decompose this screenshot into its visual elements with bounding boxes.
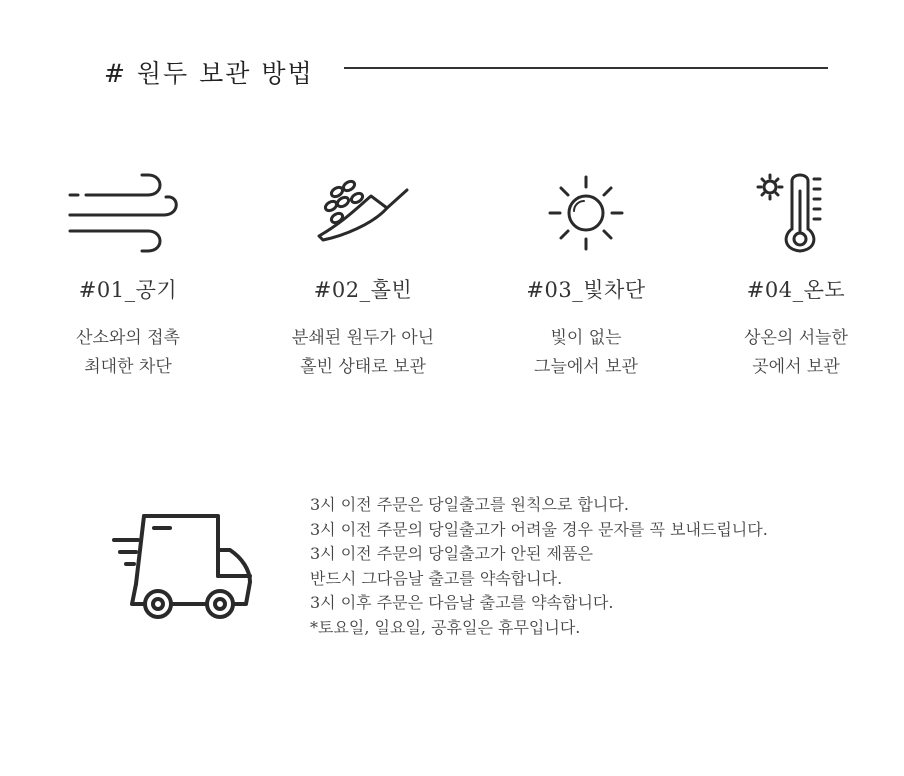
thermometer-icon — [756, 171, 836, 255]
tip-whole-bean — [263, 170, 463, 382]
tip-description: 빛이 없는 그늘에서 보관 — [534, 328, 638, 377]
notice-line: 반드시 그다음날 출고를 약속합니다. — [310, 568, 563, 588]
page-title: # 원두 보관 방법 — [104, 59, 314, 88]
tip-label: #03_빛차단 — [526, 278, 646, 302]
notice-line: 3시 이전 주문의 당일출고가 안된 제품은 — [310, 544, 593, 563]
notice-line: *토요일, 일요일, 공휴일은 휴무입니다. — [310, 617, 581, 637]
tip-block-light — [486, 170, 686, 382]
notice-line: 3시 이후 주문은 다음날 출고를 약속합니다. — [310, 593, 614, 612]
tip-description: 산소와의 접촉 최대한 차단 — [76, 328, 180, 377]
notice-line: 3시 이전 주문의 당일출고가 어려울 경우 문자를 꼭 보내드립니다. — [310, 519, 768, 539]
section-header — [104, 50, 828, 86]
tip-air — [28, 170, 228, 382]
delivery-truck-icon — [110, 510, 260, 620]
tip-temperature — [696, 170, 896, 382]
wind-icon — [68, 171, 188, 255]
sun-icon — [544, 171, 628, 255]
tip-label: #04_온도 — [746, 278, 846, 302]
tip-label: #01_공기 — [78, 278, 178, 302]
notice-line: 3시 이전 주문은 당일출고를 원칙으로 합니다. — [310, 495, 629, 514]
title-divider — [344, 67, 828, 69]
tip-description: 상온의 서늘한 곳에서 보관 — [744, 328, 848, 377]
tip-label: #02_홀빈 — [313, 278, 413, 302]
bean-scoop-icon — [313, 178, 413, 248]
shipping-notice — [310, 493, 880, 640]
tip-description: 분쇄된 원두가 아닌 홀빈 상태로 보관 — [291, 328, 435, 377]
